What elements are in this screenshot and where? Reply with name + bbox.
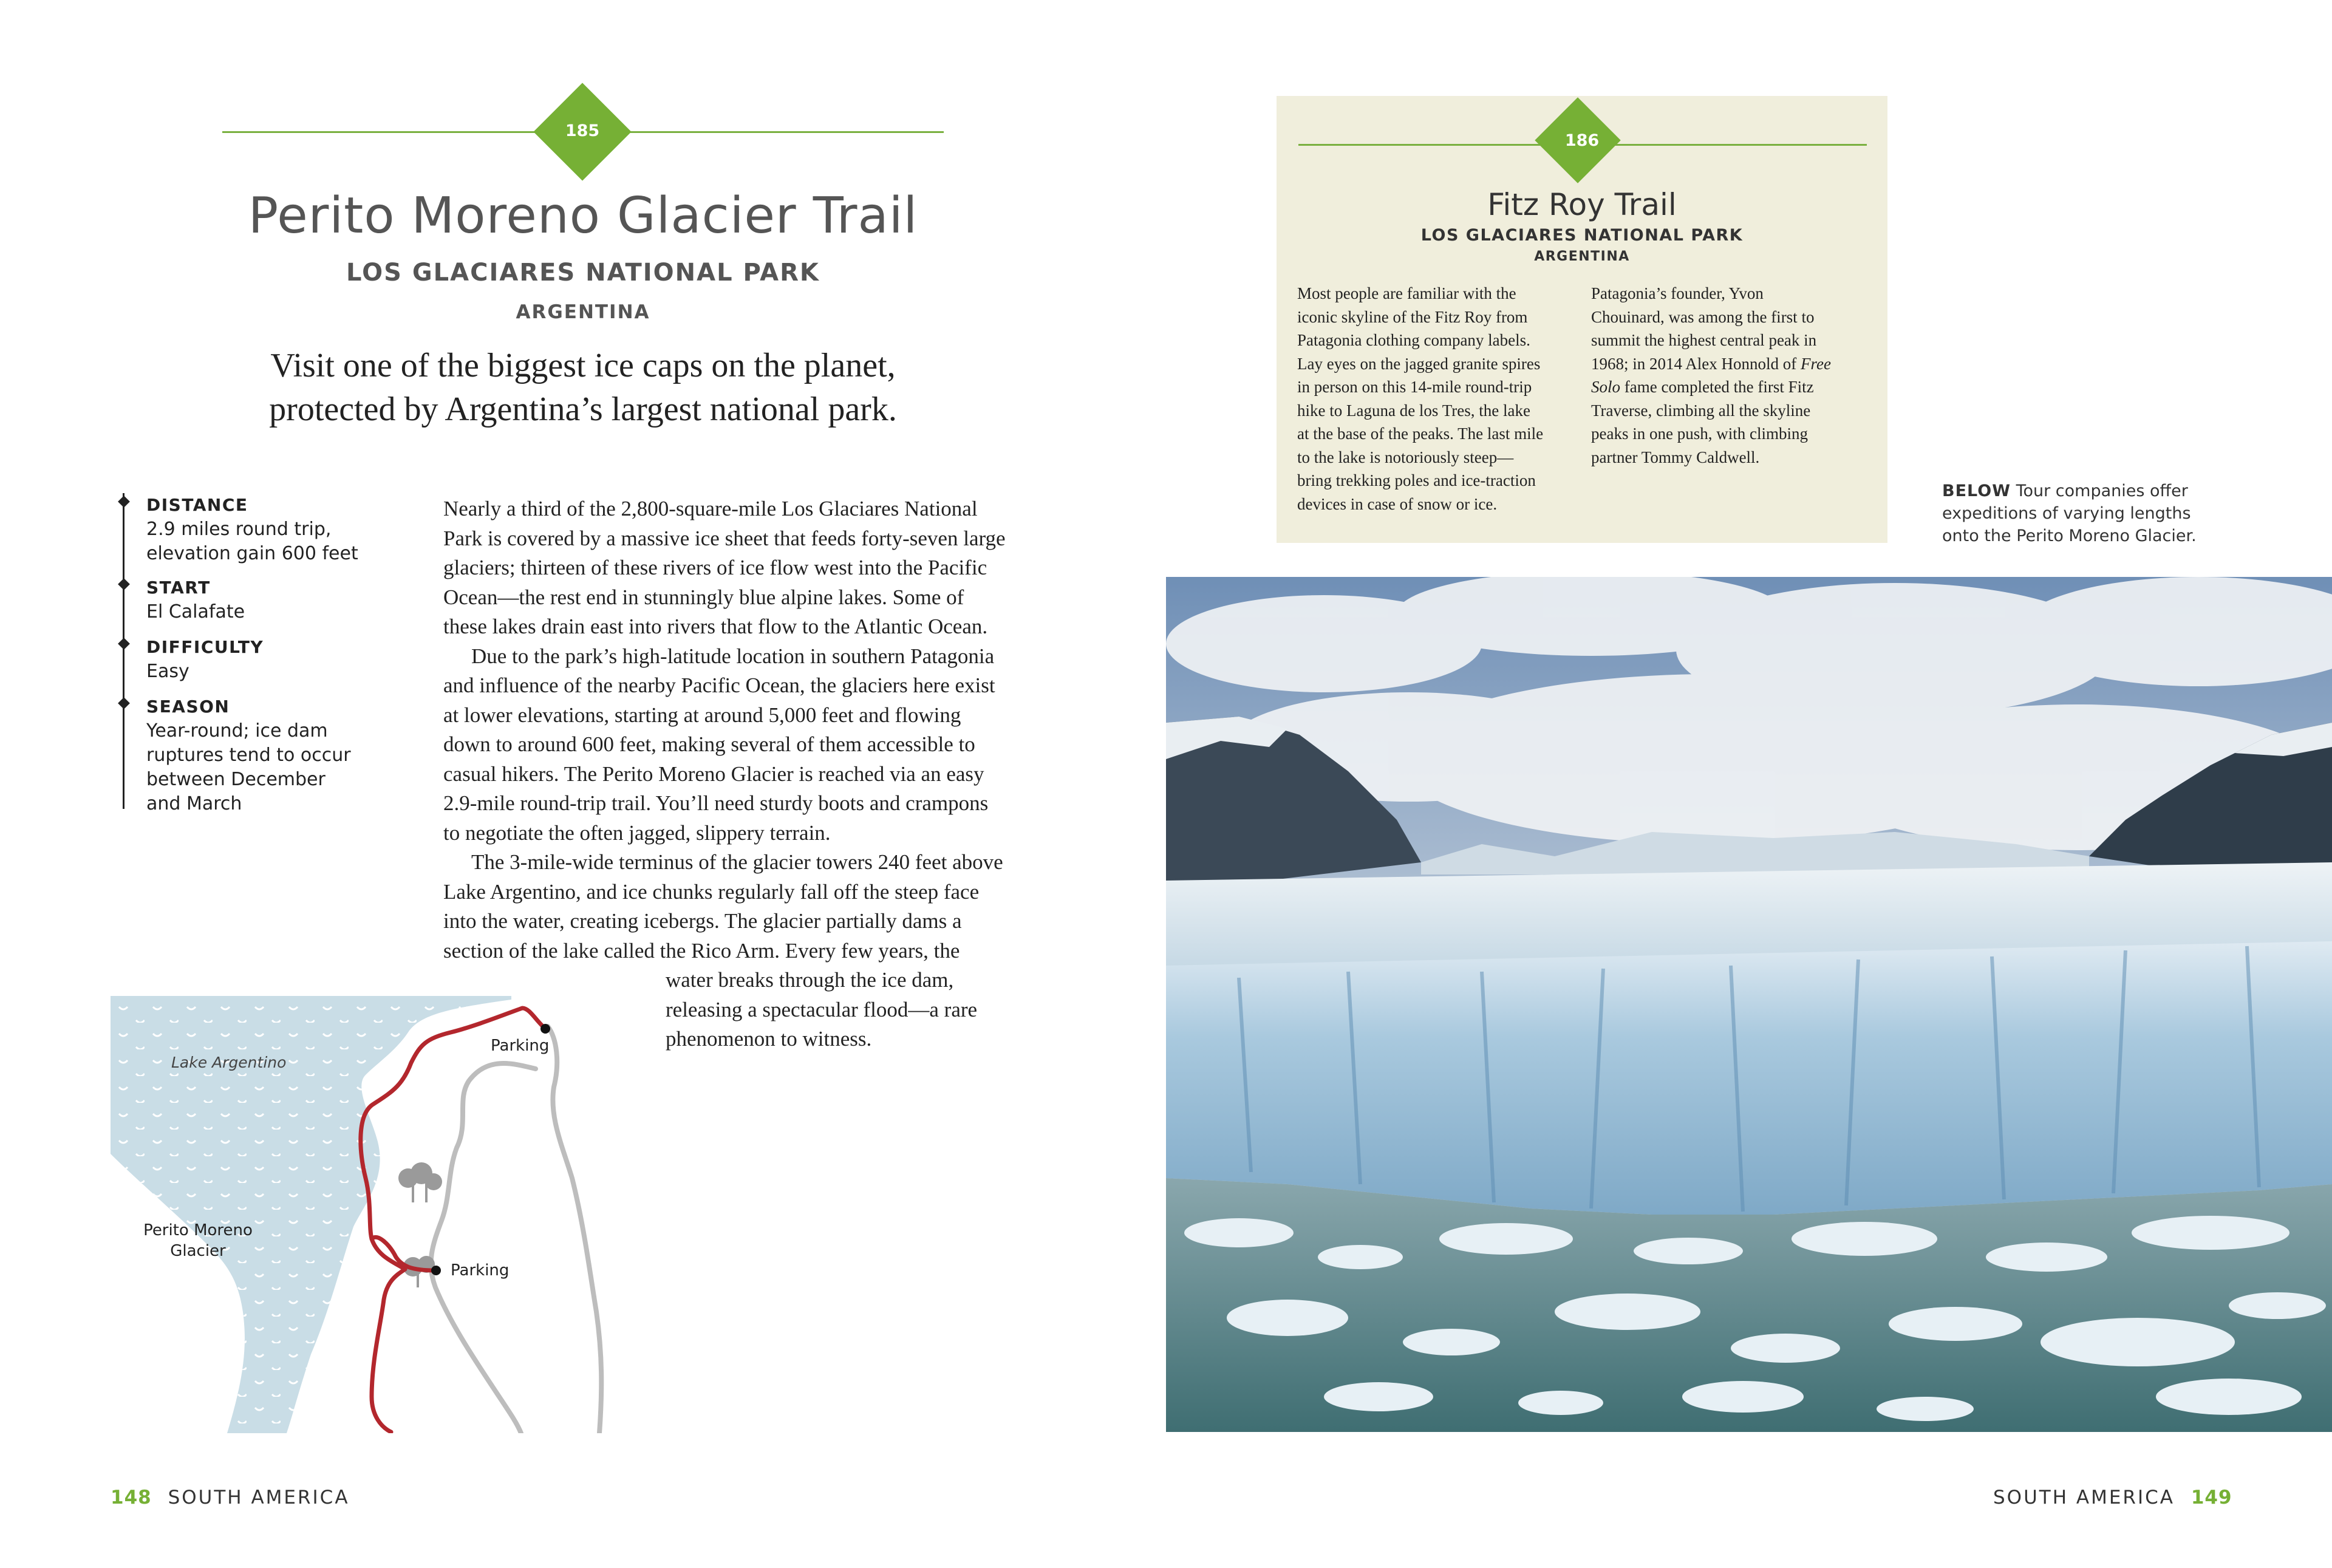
park-name: LOS GLACIARES NATIONAL PARK xyxy=(346,259,820,287)
text-line: Park is covered by a massive ice sheet that feeds forty-seven large xyxy=(443,526,1006,550)
stat-value: ruptures tend to occur xyxy=(146,745,351,766)
map-label-lake: Lake Argentino xyxy=(171,1054,287,1071)
glacier-photo xyxy=(1166,577,2332,1432)
stat-start xyxy=(146,576,245,624)
diamond-bullet-icon xyxy=(118,496,130,508)
text-line: and influence of the nearby Pacific Ocean, the glaciers here exist xyxy=(443,673,995,697)
paragraph-1 xyxy=(443,494,1063,642)
italic-run: Solo xyxy=(1591,378,1621,396)
photo-caption xyxy=(1942,480,2209,547)
text-line: phenomenon to witness. xyxy=(666,1027,872,1051)
map-label-glacier: Glacier xyxy=(170,1242,226,1260)
text-run: fame completed the first Fitz xyxy=(1620,378,1814,396)
stat-label: DIFFICULTY xyxy=(146,637,264,657)
caption-line: onto the Perito Moreno Glacier. xyxy=(1942,527,2197,545)
diamond-bullet-icon xyxy=(118,578,130,590)
stat-distance xyxy=(146,493,358,566)
map-label-parking-mid: Parking xyxy=(451,1261,510,1280)
sidebar-park: LOS GLACIARES NATIONAL PARK xyxy=(1420,226,1744,245)
sidebar-title: Fitz Roy Trail xyxy=(1487,187,1677,222)
text-line: Due to the park’s high-latitude location in southern Patagonia xyxy=(471,644,995,668)
text-line: The 3-mile-wide terminus of the glacier towers 240 feet above xyxy=(471,850,1003,874)
parking-marker xyxy=(431,1024,550,1275)
trail-number: 185 xyxy=(565,121,600,140)
text-line: at the base of the peaks. The last mile xyxy=(1297,424,1544,443)
sidebar-column-1 xyxy=(1297,282,1583,516)
stat-label: SEASON xyxy=(146,697,230,717)
stat-value: Easy xyxy=(146,661,189,682)
text-line: Lake Argentino, and ice chunks regularly fall off the steep face xyxy=(443,879,980,904)
country-name: ARGENTINA xyxy=(516,301,650,323)
text-line: Chouinard, was among the first to xyxy=(1591,307,1815,326)
map-label-parking-top: Parking xyxy=(491,1037,550,1055)
text-line: to negotiate the often jagged, slippery terrain. xyxy=(443,820,831,845)
diamond-bullet-icon xyxy=(118,697,130,709)
page-title: Perito Moreno Glacier Trail xyxy=(248,187,918,245)
text-line: summit the highest central peak in xyxy=(1591,331,1817,349)
trail-stats xyxy=(123,493,392,814)
page-number: 149 xyxy=(2191,1487,2232,1508)
caption-label: BELOW xyxy=(1942,482,2011,500)
section-name: SOUTH AMERICA xyxy=(1993,1487,2175,1508)
text-line: 2.9-mile round-trip trail. You’ll need sturdy boots and crampons xyxy=(443,791,989,815)
diamond-bullet-icon xyxy=(118,638,130,650)
text-line: to the lake is notoriously steep— xyxy=(1297,448,1514,466)
sidebar-country: ARGENTINA xyxy=(1534,249,1630,264)
text-line: in person on this 14-mile round-trip xyxy=(1297,378,1532,396)
trail-number: 186 xyxy=(1564,131,1600,150)
text-line: Most people are familiar with the xyxy=(1297,284,1516,302)
body-text xyxy=(443,494,1063,1054)
dek xyxy=(200,344,966,431)
text-line: Patagonia’s founder, Yvon xyxy=(1591,284,1764,302)
caption-line xyxy=(1942,480,2209,502)
text-line: Patagonia clothing company labels. xyxy=(1297,331,1530,349)
text-line: Nearly a third of the 2,800-square-mile Los Glaciares National xyxy=(443,497,978,520)
lake-area xyxy=(111,996,511,1433)
text-line: Lay eyes on the jagged granite spires xyxy=(1297,354,1541,373)
page-number: 148 xyxy=(111,1487,152,1508)
stat-label: DISTANCE xyxy=(146,495,248,515)
stat-value: between December xyxy=(146,769,326,790)
italic-run: Free xyxy=(1801,354,1831,373)
dek-line: protected by Argentina’s largest national park. xyxy=(269,390,897,428)
trail-map xyxy=(111,996,615,1433)
sidebar-column-2 xyxy=(1591,282,1877,469)
caption-text: Tour companies offer xyxy=(2011,482,2188,500)
text-line: iconic skyline of the Fitz Roy from xyxy=(1297,307,1528,326)
text-line: water breaks through the ice dam, xyxy=(666,968,954,992)
text-line: bring trekking poles and ice-traction xyxy=(1297,471,1536,489)
glacier-face xyxy=(1166,941,2332,1215)
text-line: releasing a spectacular flood—a rare xyxy=(666,997,978,1021)
text-line: glaciers; thirteen of these rivers of ice flow west into the Pacific xyxy=(443,556,987,579)
text-line: devices in case of snow or ice. xyxy=(1297,494,1498,513)
sidebar-box xyxy=(1277,96,1887,543)
text-line: casual hikers. The Perito Moreno Glacier is reached via an easy xyxy=(443,762,984,786)
text-line: Traverse, climbing all the skyline xyxy=(1591,401,1811,420)
section-name: SOUTH AMERICA xyxy=(168,1487,350,1508)
stat-value: and March xyxy=(146,793,242,814)
map-label-glacier: Perito Moreno xyxy=(143,1221,253,1239)
text-line: into the water, creating icebergs. The glacier partially dams a xyxy=(443,909,962,933)
text-line: hike to Laguna de los Tres, the lake xyxy=(1297,401,1530,420)
text-line: Ocean—the rest end in stunningly blue alpine lakes. Some of xyxy=(443,585,964,609)
text-line xyxy=(1591,352,1877,376)
dek-line: Visit one of the biggest ice caps on the planet, xyxy=(270,347,896,384)
stat-difficulty xyxy=(146,635,264,684)
folio-left xyxy=(111,1487,350,1508)
stat-label: START xyxy=(146,578,211,598)
folio-right xyxy=(1993,1487,2232,1508)
stat-value: Year-round; ice dam xyxy=(146,720,328,741)
stat-value: elevation gain 600 feet xyxy=(146,543,358,564)
stat-season xyxy=(146,695,351,816)
trail-route xyxy=(361,1008,545,1432)
road-network xyxy=(431,1026,602,1433)
text-run: 1968; in 2014 Alex Honnold of xyxy=(1591,354,1801,373)
stat-value: 2.9 miles round trip, xyxy=(146,519,332,540)
caption-line: expeditions of varying lengths xyxy=(1942,504,2191,523)
text-line xyxy=(1591,375,1877,399)
text-line: partner Tommy Caldwell. xyxy=(1591,448,1760,466)
paragraph-2 xyxy=(443,642,1063,848)
text-line: down to around 600 feet, making several of them accessible to xyxy=(443,732,975,756)
text-line: at lower elevations, starting at around 5,000 feet and flowing xyxy=(443,703,961,727)
text-line: peaks in one push, with climbing xyxy=(1591,424,1808,443)
text-line: these lakes drain east into rivers that flow to the Atlantic Ocean. xyxy=(443,615,988,638)
text-line: section of the lake called the Rico Arm. Every few years, the xyxy=(443,938,960,963)
stat-value: El Calafate xyxy=(146,601,245,622)
